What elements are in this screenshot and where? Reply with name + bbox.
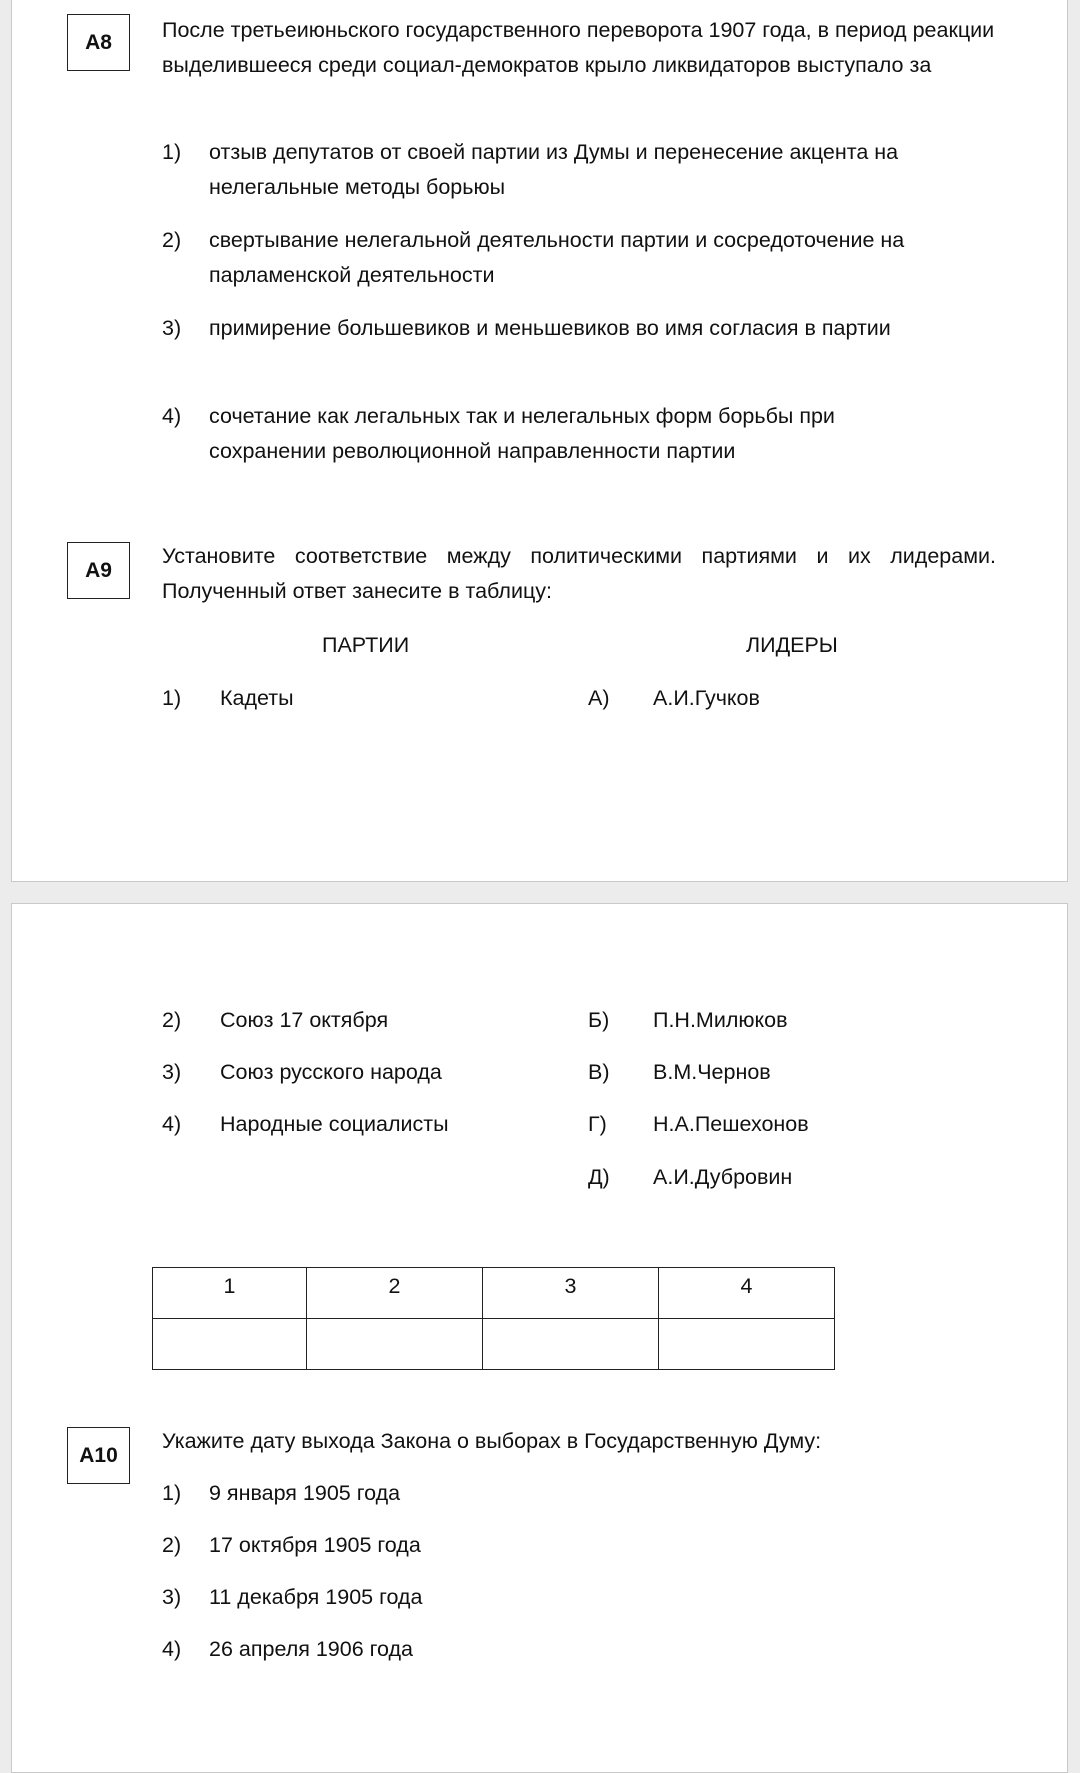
party-number: 2) xyxy=(162,1008,182,1032)
party-name: Союз русского народа xyxy=(220,1060,442,1084)
question-a9-line-2: Полученный ответ занесите в таблицу: xyxy=(162,579,552,603)
answer-input-cell-2[interactable] xyxy=(307,1319,483,1370)
leader-name: П.Н.Милюков xyxy=(653,1008,788,1032)
a10-option-1[interactable] xyxy=(162,1476,922,1511)
a10-option-3[interactable] xyxy=(162,1580,922,1615)
a8-option-3[interactable] xyxy=(162,311,922,346)
leader-name: А.И.Гучков xyxy=(653,686,760,710)
answer-input-cell-4[interactable] xyxy=(659,1319,835,1370)
answer-table xyxy=(152,1267,835,1370)
leader-letter: Д) xyxy=(588,1165,610,1189)
option-text: примирение большевиков и меньшевиков во имя согласия в партии xyxy=(209,316,891,340)
leader-name: Н.А.Пешехонов xyxy=(653,1112,809,1136)
option-text: свертывание нелегальной деятельности партии и сосредоточение на парламенской деятельности xyxy=(209,228,905,287)
a8-option-2[interactable] xyxy=(162,223,922,293)
question-a9-line-1: Установите соответствие между политическими партиями и их лидерами. xyxy=(162,544,996,568)
page-1 xyxy=(11,0,1068,882)
answer-header-cell: 2 xyxy=(307,1268,483,1319)
party-number: 3) xyxy=(162,1060,182,1084)
leaders-header: ЛИДЕРЫ xyxy=(746,633,838,657)
option-number: 1) xyxy=(162,140,182,164)
option-text: 26 апреля 1906 года xyxy=(209,1637,414,1661)
answer-table-header-row xyxy=(153,1268,835,1319)
option-number: 2) xyxy=(162,1533,182,1557)
answer-header-cell: 3 xyxy=(483,1268,659,1319)
leader-name: В.М.Чернов xyxy=(653,1060,771,1084)
option-text: 17 октября 1905 года xyxy=(209,1533,421,1557)
party-number: 4) xyxy=(162,1112,182,1136)
option-text: сочетание как легальных так и нелегальных форм борьбы при сохранении революционной направленности партии xyxy=(209,404,835,463)
option-text: 9 января 1905 года xyxy=(209,1481,401,1505)
option-number: 2) xyxy=(162,228,182,252)
answer-input-cell-1[interactable] xyxy=(153,1319,307,1370)
question-number-a10: А10 xyxy=(67,1427,130,1484)
a10-option-4[interactable] xyxy=(162,1632,922,1667)
option-text: отзыв депутатов от своей партии из Думы и перенесение акцента на нелегальные методы борьюы xyxy=(209,140,899,199)
party-name: Кадеты xyxy=(220,686,294,710)
question-number-a9: А9 xyxy=(67,542,130,599)
a10-option-2[interactable] xyxy=(162,1528,922,1563)
answer-header-cell: 1 xyxy=(153,1268,307,1319)
question-a8-text: После третьеиюньского государственного переворота 1907 года, в период реакции выделившееся среди социал-демократов крыло ликвидаторов выступало за xyxy=(162,18,995,77)
question-a10-text: Укажите дату выхода Закона о выборах в Государственную Думу: xyxy=(162,1429,822,1453)
option-number: 3) xyxy=(162,316,182,340)
party-name: Народные социалисты xyxy=(220,1112,449,1136)
leader-letter: В) xyxy=(588,1060,610,1084)
a8-option-4[interactable] xyxy=(162,399,922,469)
option-text: 11 декабря 1905 года xyxy=(209,1585,423,1609)
leader-letter: Г) xyxy=(588,1112,607,1136)
option-number: 3) xyxy=(162,1585,182,1609)
question-number-a8: А8 xyxy=(67,14,130,71)
party-number: 1) xyxy=(162,686,182,710)
option-number: 4) xyxy=(162,1637,182,1661)
answer-table-input-row xyxy=(153,1319,835,1370)
party-name: Союз 17 октября xyxy=(220,1008,389,1032)
answer-input-cell-3[interactable] xyxy=(483,1319,659,1370)
option-number: 1) xyxy=(162,1481,182,1505)
page-2 xyxy=(11,903,1068,1773)
parties-header: ПАРТИИ xyxy=(322,633,410,657)
leader-letter: А) xyxy=(588,686,610,710)
option-number: 4) xyxy=(162,404,182,428)
leader-letter: Б) xyxy=(588,1008,610,1032)
answer-header-cell: 4 xyxy=(659,1268,835,1319)
a8-option-1[interactable] xyxy=(162,135,922,205)
leader-name: А.И.Дубровин xyxy=(653,1165,793,1189)
